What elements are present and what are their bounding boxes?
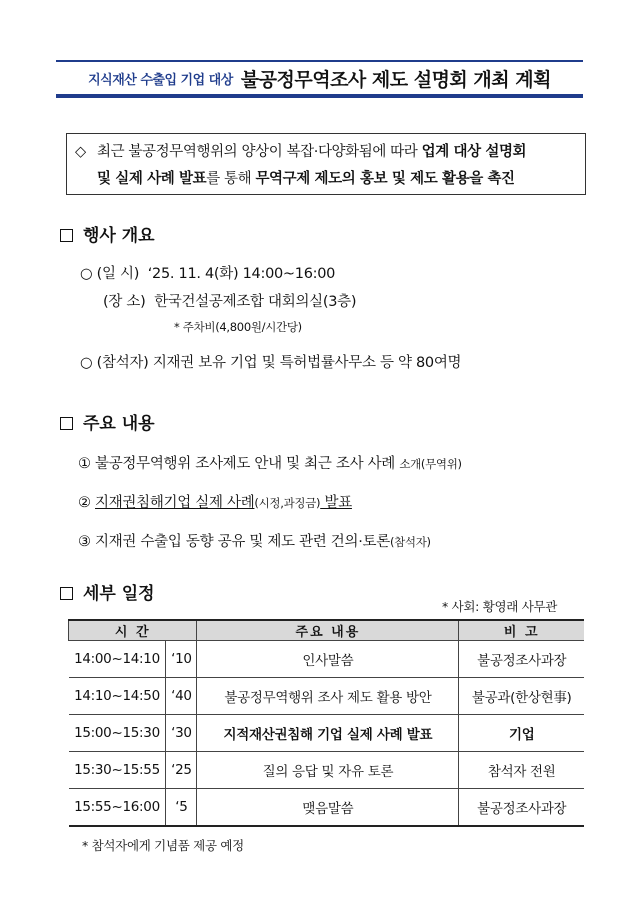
row-time: 14:10~14:50	[69, 678, 166, 715]
table-row	[69, 752, 585, 789]
host-note: * 사회: 황영래 사무관	[442, 599, 558, 614]
content-item-3	[78, 530, 431, 551]
row-content: 질의 응답 및 자유 토론	[197, 752, 459, 789]
item3-text-a: ③ 지재권	[78, 534, 141, 550]
table-row	[69, 715, 585, 752]
footer-note: * 참석자에게 기념품 제공 예정	[82, 838, 244, 853]
row-time: 15:30~15:55	[69, 752, 166, 789]
section-overview-heading	[60, 221, 155, 246]
row-note: 불공정조사과장	[459, 641, 584, 678]
row-duration: ‘40	[166, 678, 197, 715]
date-value: ‘25. 11. 4(화) 14:00~16:00	[147, 266, 336, 282]
row-note: 참석자 전원	[459, 752, 584, 789]
row-duration: ‘30	[166, 715, 197, 752]
summary-text-2a: 및 실제 사례 발표	[97, 171, 207, 187]
item2-num: ②	[78, 495, 96, 511]
summary-text-2b: 를 통해	[206, 171, 256, 187]
row-content: 맺음말씀	[197, 789, 459, 827]
row-content: 지적재산권침해 기업 실제 사례 발표	[197, 715, 459, 752]
row-duration: ‘10	[166, 641, 197, 678]
header-time: 시 간	[69, 620, 197, 641]
schedule-header-row	[69, 620, 585, 641]
title-main: 불공정무역조사 제도 설명회 개최 계획	[240, 68, 551, 91]
summary-text-1b: 업계 대상 설명회	[421, 144, 527, 160]
row-note: 불공과(한상현事)	[459, 678, 584, 715]
section-content-heading	[60, 409, 155, 434]
date-label: ○ (일 시)	[80, 266, 140, 282]
item1-small: 소개(무역위)	[399, 457, 462, 471]
row-time: 15:00~15:30	[69, 715, 166, 752]
row-note: 기업	[459, 715, 584, 752]
attendee-value: 지재권 보유 기업 및 특허법률사무소 등 약 80여명	[152, 355, 462, 371]
row-duration: ‘5	[166, 789, 197, 827]
summary-line-1	[75, 139, 577, 166]
item3-text-b: 수출입 동향 공유 및 제도 관련 건의·토론	[140, 534, 390, 550]
row-time: 15:55~16:00	[69, 789, 166, 827]
overview-date	[80, 262, 335, 283]
section-schedule-heading	[60, 579, 155, 604]
attendee-label: ○ (참석자)	[80, 355, 149, 371]
row-time: 14:00~14:10	[69, 641, 166, 678]
table-row	[69, 678, 585, 715]
checkbox-square-icon	[60, 417, 73, 430]
overview-place	[103, 290, 356, 311]
document-title	[56, 60, 583, 98]
overview-attendees	[80, 351, 461, 372]
row-content: 인사말씀	[197, 641, 459, 678]
diamond-icon: ◇	[75, 144, 86, 160]
item2-small: (시정,과징금)	[254, 496, 321, 510]
checkbox-square-icon	[60, 587, 73, 600]
place-label: (장 소)	[103, 294, 146, 310]
content-item-2	[78, 491, 352, 512]
item2-tail: 발표	[320, 495, 352, 511]
section-content-title: 주요 내용	[83, 414, 155, 434]
section-schedule-title: 세부 일정	[83, 584, 155, 604]
table-row	[69, 789, 585, 827]
row-content: 불공정무역행위 조사 제도 활용 방안	[197, 678, 459, 715]
row-note: 불공정조사과장	[459, 789, 584, 827]
summary-line-2	[75, 166, 577, 193]
row-duration: ‘25	[166, 752, 197, 789]
title-subtitle: 지식재산 수출입 기업 대상	[88, 72, 233, 88]
parking-note: * 주차비(4,800원/시간당)	[174, 320, 302, 334]
schedule-table	[68, 619, 584, 827]
checkbox-square-icon	[60, 229, 73, 242]
item2-text: 지재권침해기업 실제 사례	[95, 495, 255, 511]
section-overview-title: 행사 개요	[83, 226, 155, 246]
item3-small: (참석자)	[389, 535, 431, 549]
table-row	[69, 641, 585, 678]
content-item-1	[78, 452, 462, 473]
header-note: 비 고	[459, 620, 584, 641]
place-value: 한국건설공제조합 대회의실(3층)	[154, 294, 357, 310]
summary-box	[66, 133, 586, 195]
summary-text-2c: 무역구제 제도의 홍보 및 제도 활용을 촉진	[255, 171, 515, 187]
item1-text: ① 불공정무역행위 조사제도 안내 및 최근 조사 사례	[78, 456, 400, 472]
summary-text-1a: 최근 불공정무역행위의 양상이 복잡·다양화됨에 따라	[97, 144, 422, 160]
header-content: 주요 내용	[197, 620, 459, 641]
